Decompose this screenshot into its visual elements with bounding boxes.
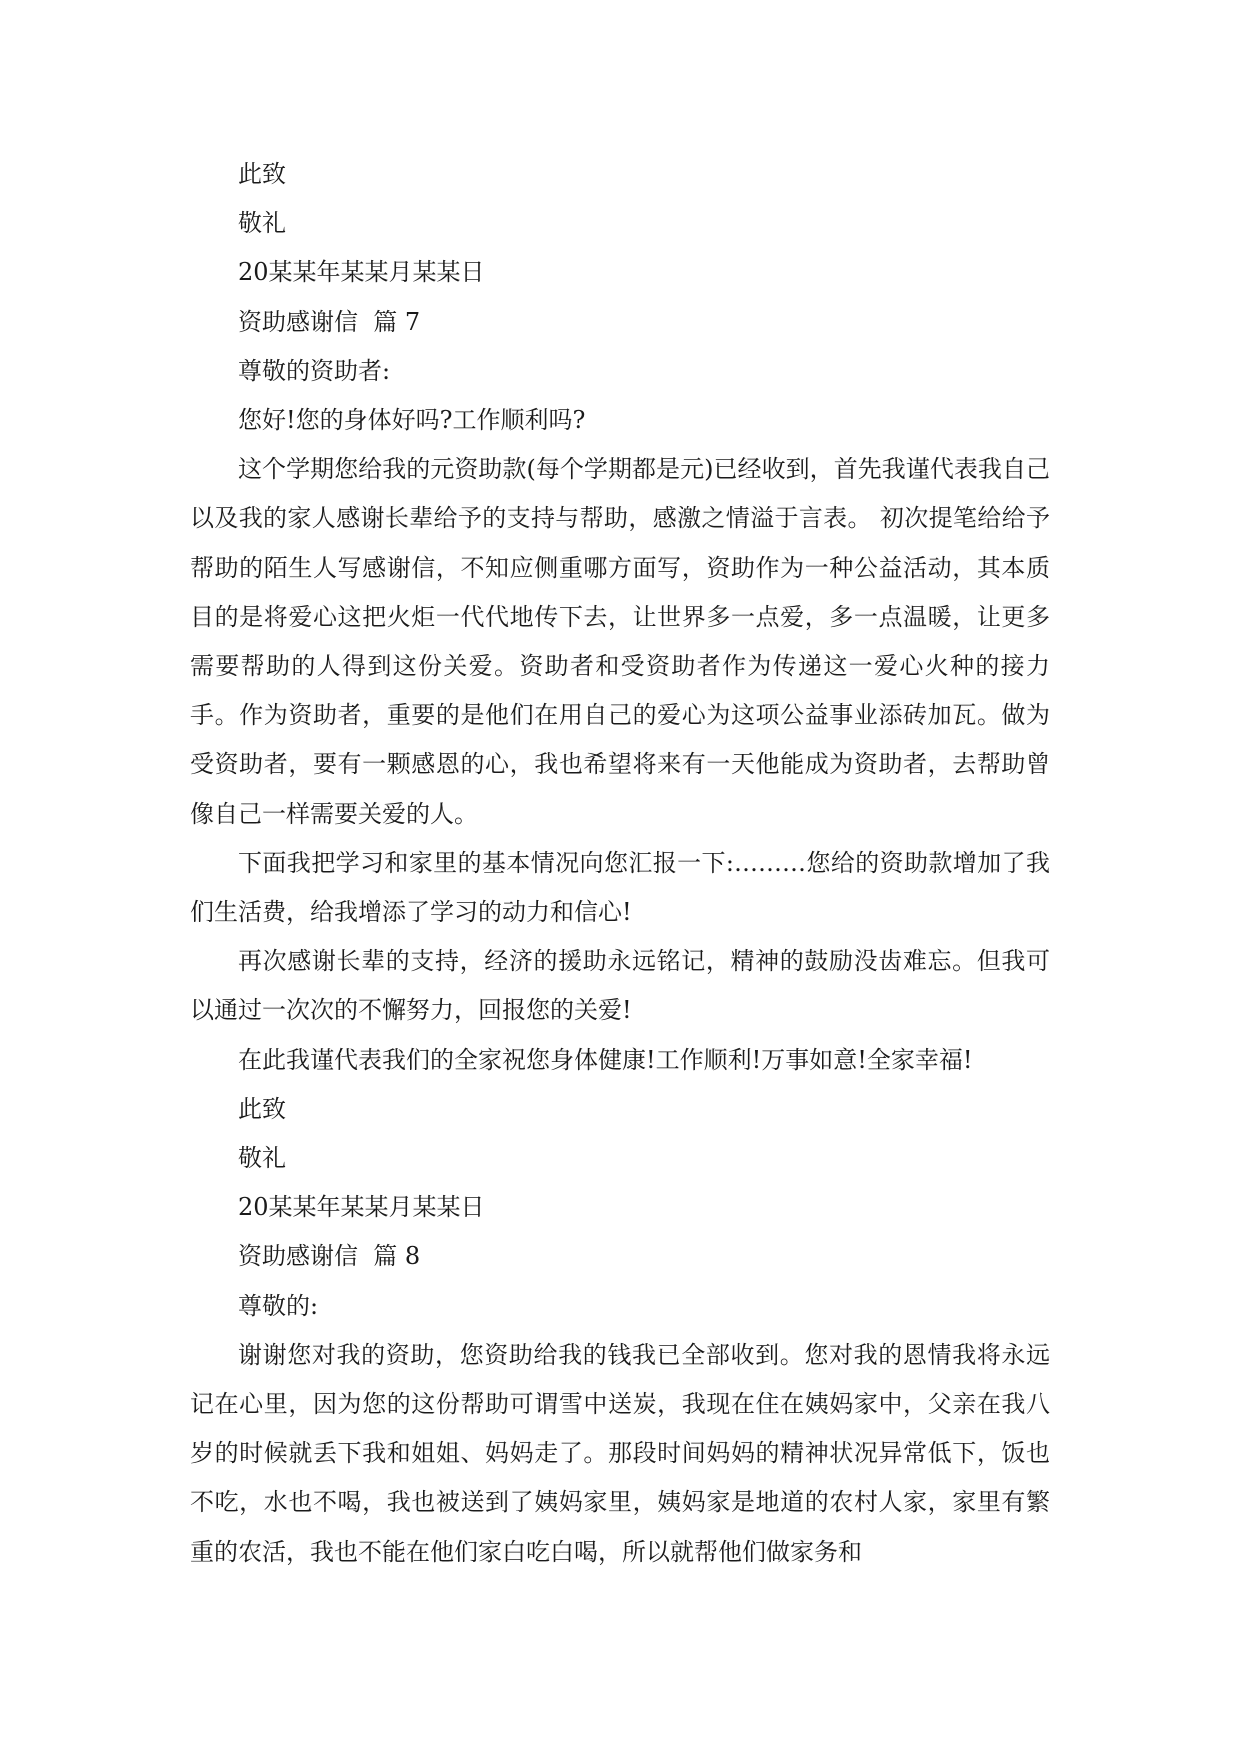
letter-greeting: 尊敬的资助者: — [238, 356, 391, 385]
document-body — [190, 150, 1050, 1577]
closing-date: 20某某年某某月某某日 — [238, 258, 485, 287]
closing-salute: 此致 — [238, 160, 286, 188]
body-paragraph: 再次感谢长辈的支持，经济的援助永远铭记，精神的鼓励没齿难忘。但我可以通过一次次的不懈努力，回报您的关爱! — [190, 947, 1050, 1025]
body-paragraph: 谢谢您对我的资助，您资助给我的钱我已全部收到。您对我的恩情我将永远记在心里，因为您的这份帮助可谓雪中送炭，我现在住在姨妈家中，父亲在我八岁的时候就丢下我和姐姐、妈妈走了。那段时间妈妈的精神状况异常低下，饭也不吃，水也不喝，我也被送到了姨妈家里，姨妈家是地道的农村人家，家里有繁重的农活，我也不能在他们家白吃白喝，所以就帮他们做家务和 — [190, 1340, 1050, 1566]
closing-regards: 敬礼 — [238, 209, 286, 238]
letter-title: 资助感谢信 篇 8 — [238, 1242, 421, 1271]
letter-title: 资助感谢信 篇 7 — [238, 307, 421, 336]
closing-date: 20某某年某某月某某日 — [238, 1193, 485, 1222]
body-paragraph: 下面我把学习和家里的基本情况向您汇报一下:………您给的资助款增加了我们生活费，给我增添了学习的动力和信心! — [190, 848, 1050, 927]
body-paragraph: 这个学期您给我的元资助款(每个学期都是元)已经收到，首先我谨代表我自己以及我的家人感谢长辈给予的支持与帮助，感激之情溢于言表。 初次提笔给给予帮助的陌生人写感谢信，不知应侧重哪方面写，资助作为一种公益活动，其本质目的是将爱心这把火炬一代代地传下去，让世界多一点爱，多一点温暖，让更多需要帮助的人得到这份关爱。资助者和受资助者作为传递这一爱心火种的接力手。作为资助者，重要的是他们在用自己的爱心为这项公益事业添砖加瓦。做为受资助者，要有一颗感恩的心，我也希望将来有一天他能成为资助者，去帮助曾像自己一样需要关爱的人。 — [190, 455, 1050, 828]
closing-regards: 敬礼 — [238, 1144, 286, 1173]
letter-greeting: 尊敬的: — [238, 1291, 319, 1320]
letter-wishes: 在此我谨代表我们的全家祝您身体健康!工作顺利!万事如意!全家幸福! — [238, 1045, 973, 1074]
closing-salute: 此致 — [238, 1094, 286, 1123]
letter-opening: 您好!您的身体好吗?工作顺利吗? — [238, 406, 586, 435]
